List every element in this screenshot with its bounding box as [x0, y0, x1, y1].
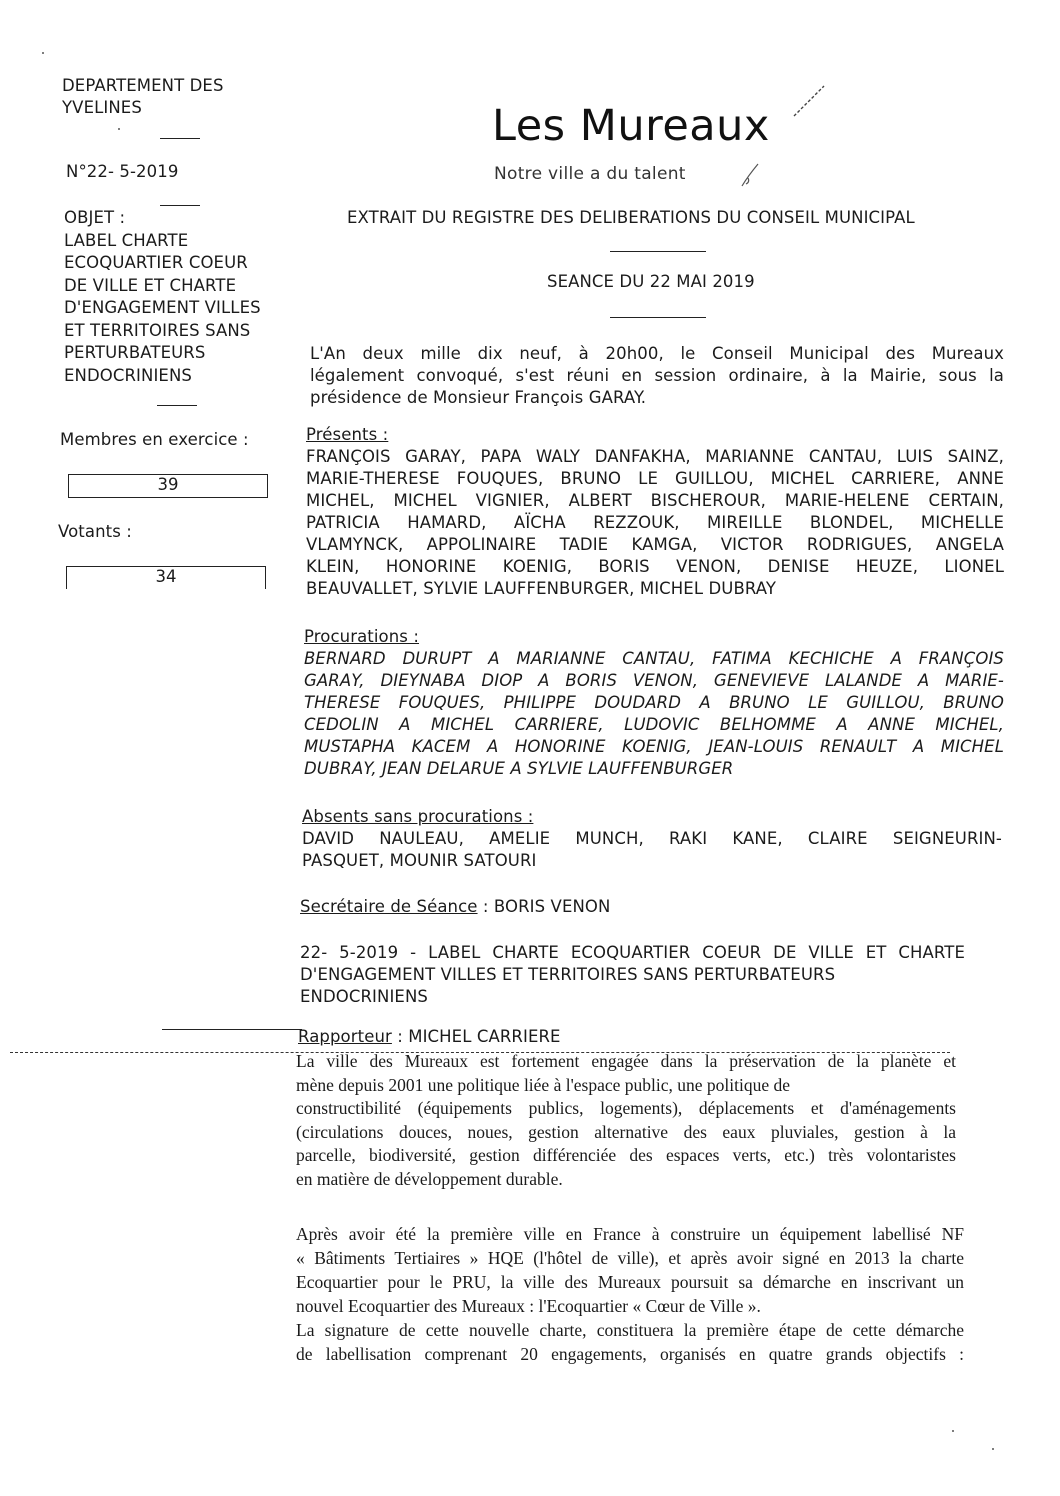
paragraph-line: La ville des Mureaux est fortement engagée dans la préservation de la planète et: [296, 1051, 956, 1071]
members-label: Membres en exercice :: [60, 430, 249, 449]
paragraph-1: [296, 1050, 956, 1191]
register-title: EXTRAIT DU REGISTRE DES DELIBERATIONS DU CONSEIL MUNICIPAL: [347, 208, 915, 227]
absents-line: DAVID NAULEAU, AMELIE MUNCH, RAKI KANE, CLAIRE SEIGNEURIN-: [302, 829, 1002, 848]
paragraph-line: (circulations douces, noues, gestion alternative des eaux pluviales, gestion à la: [296, 1121, 956, 1142]
scan-speck: [42, 52, 44, 54]
presents-line: FRANÇOIS GARAY, PAPA WALY DANFAKHA, MARIANNE CANTAU, LUIS SAINZ,: [306, 447, 1004, 466]
rapporteur-name: : MICHEL CARRIERE: [391, 1027, 561, 1046]
presents-line: KLEIN, HONORINE KOENIG, BORIS VENON, DENISE HEUZE, LIONEL: [306, 557, 1004, 576]
signature-mark-icon: [738, 160, 762, 190]
divider: [160, 138, 200, 139]
paragraph-line: La signature de cette nouvelle charte, constituera la première étape de cette démarche: [296, 1320, 964, 1340]
subject-line: 22- 5-2019 - LABEL CHARTE ECOQUARTIER COEUR DE VILLE ET CHARTE: [300, 943, 965, 962]
intro-line: présidence de Monsieur François GARAY.: [310, 388, 647, 407]
voters-count-box: [66, 566, 266, 589]
procurations-line: CEDOLIN A MICHEL CARRIERE, LUDOVIC BELHOMME A ANNE MICHEL,: [304, 715, 1004, 734]
subject-heading: [300, 942, 965, 1008]
objet-line: DE VILLE ET CHARTE: [64, 275, 237, 295]
scan-speck: [952, 1430, 954, 1432]
divider: [610, 317, 706, 318]
presents-line: MICHEL, MICHEL VIGNIER, ALBERT BISCHEROUR, MARIE-HELENE CERTAIN,: [306, 491, 1004, 510]
objet-label: OBJET :: [64, 208, 126, 227]
objet-line: PERTURBATEURS: [64, 343, 206, 362]
secretary-line: [300, 896, 610, 918]
subject-line: ENDOCRINIENS: [300, 987, 428, 1006]
paragraph-line: Ecoquartier pour le PRU, la ville des Mureaux poursuit sa démarche en inscrivant un: [296, 1272, 964, 1292]
divider: [157, 405, 197, 406]
procurations-line: BERNARD DURUPT A MARIANNE CANTAU, FATIMA KECHICHE A FRANÇOIS: [304, 649, 1004, 668]
intro-paragraph: [310, 343, 1004, 409]
intro-line: L'An deux mille dix neuf, à 20h00, le Conseil Municipal des Mureaux: [310, 344, 1004, 363]
divider: [160, 205, 200, 206]
objet-line: ET TERRITOIRES SANS: [64, 320, 251, 340]
absents-section: [302, 806, 1002, 872]
voters-count: 34: [155, 567, 177, 586]
objet-line: D'ENGAGEMENT VILLES: [64, 298, 261, 317]
rapporteur-line: [298, 1026, 561, 1048]
scan-line: [162, 1029, 302, 1030]
paragraph-line: constructibilité (équipements publics, logements), déplacements et d'aménagements: [296, 1098, 956, 1118]
members-count: 39: [157, 475, 179, 494]
scan-speck: [118, 128, 120, 130]
logo-text: Les Mureaux: [492, 101, 770, 151]
presents-section: [306, 424, 1004, 600]
scan-speck: [992, 1448, 994, 1450]
paragraph-line: nouvel Ecoquartier des Mureaux : l'Ecoquartier « Cœur de Ville ».: [296, 1296, 761, 1316]
logo-tagline: Notre ville a du talent: [494, 164, 686, 184]
paragraph-2: [296, 1222, 964, 1366]
session-date: SEANCE DU 22 MAI 2019: [547, 272, 755, 291]
pen-mark-icon: [790, 80, 830, 120]
presents-line: VLAMYNCK, APPOLINAIRE TADIE KAMGA, VICTOR RODRIGUES, ANGELA: [306, 535, 1004, 554]
presents-line: BEAUVALLET, SYLVIE LAUFFENBURGER, MICHEL DUBRAY: [306, 579, 777, 598]
procurations-line: THERESE FOUQUES, PHILIPPE DOUDARD A BRUNO LE GUILLOU, BRUNO: [304, 693, 1004, 712]
paragraph-line: mène depuis 2001 une politique liée à l'espace public, une politique de: [296, 1074, 790, 1095]
objet-line: LABEL CHARTE: [64, 230, 189, 250]
paragraph-line: Après avoir été la première ville en France à construire un équipement labellisé NF: [296, 1224, 964, 1244]
presents-line: PATRICIA HAMARD, AÏCHA REZZOUK, MIREILLE BLONDEL, MICHELLE: [306, 513, 1004, 532]
procurations-section: [304, 626, 1004, 780]
voters-label: Votants :: [58, 522, 132, 541]
paragraph-line: parcelle, biodiversité, gestion différenciée des espaces verts, etc.) très volontaristes: [296, 1145, 956, 1165]
absents-line: PASQUET, MOUNIR SATOURI: [302, 851, 537, 870]
procurations-label: Procurations :: [304, 627, 420, 646]
department-name: DEPARTEMENT DES: [62, 76, 224, 95]
procurations-line: GARAY, DIEYNABA DIOP A BORIS VENON, GENEVIEVE LALANDE A MARIE-: [304, 671, 1004, 690]
intro-line: légalement convoqué, s'est réuni en session ordinaire, à la Mairie, sous la: [310, 366, 1004, 385]
absents-label: Absents sans procurations :: [302, 807, 534, 826]
procurations-line: DUBRAY, JEAN DELARUE A SYLVIE LAUFFENBURGER: [304, 759, 734, 778]
divider: [610, 251, 706, 252]
presents-label: Présents :: [306, 425, 389, 444]
members-count-box: [68, 474, 268, 498]
paragraph-line: « Bâtiments Tertiaires » HQE (l'hôtel de ville), et après avoir signé en 2013 la charte: [296, 1248, 964, 1268]
objet-line: ECOQUARTIER COEUR: [64, 253, 248, 272]
objet-block: [64, 207, 261, 387]
paragraph-line: de labellisation comprenant 20 engagements, organisés en quatre grands objectifs :: [296, 1344, 964, 1364]
rapporteur-label: Rapporteur: [298, 1027, 392, 1046]
objet-line: ENDOCRINIENS: [64, 365, 192, 385]
paragraph-line: en matière de développement durable.: [296, 1168, 563, 1189]
secretary-name: : BORIS VENON: [477, 897, 611, 916]
deliberation-number: N°22- 5-2019: [66, 162, 179, 181]
secretary-label: Secrétaire de Séance: [300, 897, 478, 916]
presents-line: MARIE-THERESE FOUQUES, BRUNO LE GUILLOU, MICHEL CARRIERE, ANNE: [306, 469, 1004, 488]
procurations-line: MUSTAPHA KACEM A HONORINE KOENIG, JEAN-LOUIS RENAULT A MICHEL: [304, 737, 1004, 756]
department-region: YVELINES: [62, 98, 142, 117]
department-block: [62, 75, 224, 119]
subject-line: D'ENGAGEMENT VILLES ET TERRITOIRES SANS PERTURBATEURS: [300, 965, 836, 984]
